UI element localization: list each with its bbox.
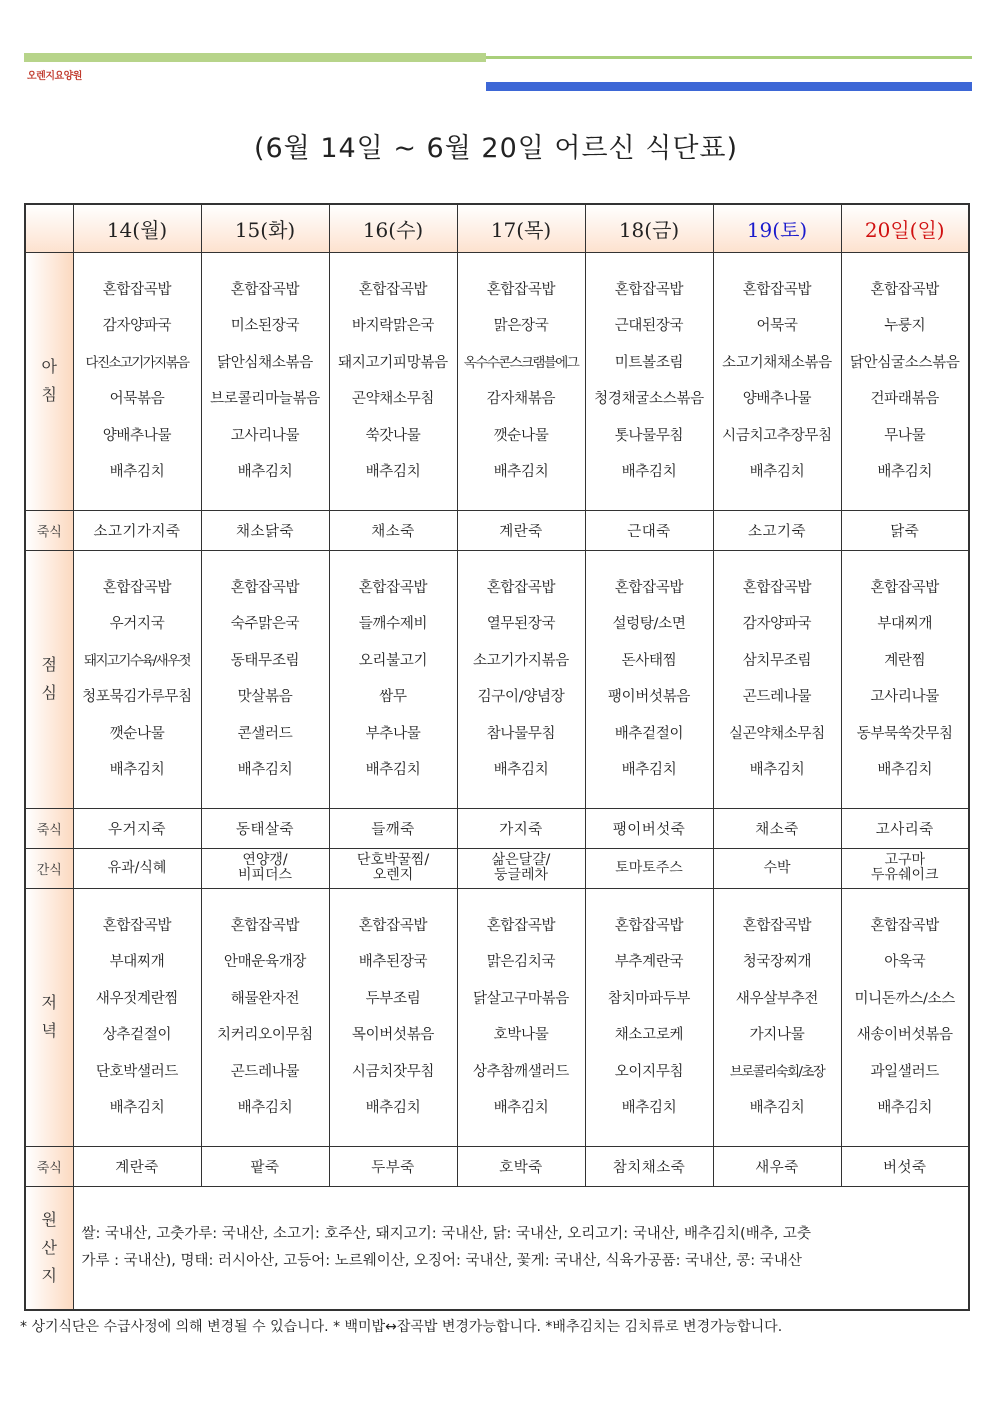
dish-item: 시금치고추장무침 <box>722 427 832 444</box>
porridge-cell: 소고기가지죽 <box>73 510 201 550</box>
snack-cell <box>457 848 585 888</box>
dish-item: 호박나물 <box>493 1027 549 1043</box>
dish-item: 참치마파두부 <box>607 990 691 1007</box>
porridge-cell: 소고기죽 <box>713 510 841 550</box>
porridge-cell: 들깨죽 <box>329 808 457 848</box>
dish-item: 감자양파국 <box>102 318 172 334</box>
porridge-cell: 고사리죽 <box>841 808 969 848</box>
day-header-row <box>25 204 969 252</box>
dish-item: 계란찜 <box>884 652 926 669</box>
dish-item: 청국장찌개 <box>742 954 812 970</box>
dish-item: 청포묵김가루무침 <box>82 689 192 705</box>
dish-item: 배추김치 <box>877 464 933 480</box>
dish-item: 깻순나물 <box>493 427 549 444</box>
dish-item: 안매운육개장 <box>223 954 307 970</box>
breakfast-cell <box>585 252 713 510</box>
dish-item: 부추계란국 <box>614 954 684 970</box>
dish-item: 배추김치 <box>749 762 805 778</box>
dish-item: 해물완자전 <box>230 990 300 1007</box>
meal-label-char: 원 <box>41 1209 57 1229</box>
dish-item: 부대찌개 <box>109 954 165 970</box>
dish-item: 브로콜리마늘볶음 <box>210 391 320 407</box>
origin-line: 쌀: 국내산, 고춧가루: 국내산, 소고기: 호주산, 돼지고기: 국내산, 닭: 국내산, 오리고기: 국내산, 배추김치(배추, 고춧 <box>81 1225 811 1242</box>
day-header: 15(화) <box>201 204 329 252</box>
breakfast-porridge-row <box>25 510 969 550</box>
dish-item: 배추김치 <box>621 762 677 778</box>
snack-cell <box>841 848 969 888</box>
dish-item: 숙주맑은국 <box>230 616 300 632</box>
dish-item: 배추김치 <box>877 762 933 778</box>
dish-item: 바지락맑은국 <box>351 318 435 334</box>
breakfast-label <box>25 252 73 510</box>
dish-item: 곤드레나물 <box>742 689 812 705</box>
dish-item: 닭안심채소볶음 <box>217 354 313 371</box>
day-header: 19(토) <box>713 204 841 252</box>
breakfast-cell <box>201 252 329 510</box>
snack-line: 토마토주스 <box>615 859 683 876</box>
dish-item: 부추나물 <box>365 725 421 742</box>
dish-item: 건파래볶음 <box>870 391 940 407</box>
dish-item: 배추김치 <box>493 1100 549 1116</box>
dish-item: 새송이버섯볶음 <box>856 1027 953 1043</box>
dish-item: 혼합잡곡밥 <box>102 917 172 934</box>
dish-item: 고사리나물 <box>870 689 940 705</box>
dish-item: 상추참깨샐러드 <box>473 1063 569 1080</box>
dish-item: 소고기가지볶음 <box>473 652 569 669</box>
meal-label-char: 녁 <box>41 1021 57 1040</box>
porridge-label: 죽식 <box>25 510 73 550</box>
header-green-line <box>486 56 972 59</box>
day-header: 16(수) <box>329 204 457 252</box>
snack-line: 둥글레차 <box>493 867 549 883</box>
meal-label-char: 아 <box>41 357 57 376</box>
dish-item: 배추김치 <box>365 1100 421 1116</box>
dish-item: 팽이버섯볶음 <box>607 689 691 705</box>
dish-item: 혼합잡곡밥 <box>614 579 684 596</box>
dish-item: 오이지무침 <box>614 1063 684 1080</box>
dish-item: 배추겉절이 <box>614 725 684 742</box>
porridge-cell: 계란죽 <box>73 1146 201 1186</box>
dish-item: 혼합잡곡밥 <box>358 917 428 934</box>
lunch-cell <box>585 550 713 808</box>
lunch-row <box>25 550 969 808</box>
breakfast-cell <box>713 252 841 510</box>
dish-item: 혼합잡곡밥 <box>230 917 300 934</box>
dish-item: 참나물무침 <box>486 725 556 742</box>
dish-item: 감자채볶음 <box>486 391 556 407</box>
snack-line: 비피더스 <box>237 867 293 883</box>
snack-cell <box>329 848 457 888</box>
snack-line: 유과/식혜 <box>107 859 167 876</box>
dish-item: 곤약채소무침 <box>351 391 435 407</box>
dish-item: 목이버섯볶음 <box>351 1027 435 1043</box>
dish-item: 배추김치 <box>109 464 165 480</box>
dish-item: 혼합잡곡밥 <box>870 281 940 298</box>
dinner-cell <box>713 888 841 1146</box>
lunch-label <box>25 550 73 808</box>
dish-item: 부대찌개 <box>877 616 933 632</box>
snack-line: 연양갱/ <box>242 852 288 868</box>
dish-item: 혼합잡곡밥 <box>870 579 940 596</box>
dish-item: 상추겉절이 <box>102 1027 172 1043</box>
lunch-cell <box>841 550 969 808</box>
header-green-bar <box>24 53 486 62</box>
dish-item: 배추김치 <box>749 1100 805 1116</box>
snack-cell <box>713 848 841 888</box>
porridge-cell: 동태살죽 <box>201 808 329 848</box>
dish-item: 닭안심굴소스볶음 <box>849 354 960 371</box>
origin-label <box>25 1186 73 1310</box>
dish-item: 시금치잣무침 <box>351 1063 435 1080</box>
dish-item: 양배추나물 <box>742 391 812 407</box>
meal-label-char: 심 <box>41 683 57 702</box>
dinner-cell <box>73 888 201 1146</box>
lunch-cell <box>73 550 201 808</box>
breakfast-row <box>25 252 969 510</box>
dinner-cell <box>329 888 457 1146</box>
dish-item: 치커리오이무침 <box>217 1027 313 1043</box>
porridge-label: 죽식 <box>25 1146 73 1186</box>
dish-item: 혼합잡곡밥 <box>742 917 812 934</box>
dish-item: 맛살볶음 <box>237 689 293 705</box>
breakfast-cell <box>457 252 585 510</box>
snack-cell <box>585 848 713 888</box>
dinner-cell <box>201 888 329 1146</box>
day-header: 20일(일) <box>841 204 969 252</box>
dish-item: 혼합잡곡밥 <box>486 579 556 596</box>
porridge-cell: 우거지죽 <box>73 808 201 848</box>
dish-item: 열무된장국 <box>486 616 556 632</box>
header-blue-bar <box>486 82 972 91</box>
dish-item: 두부조림 <box>365 990 421 1007</box>
dish-item: 콘샐러드 <box>237 725 293 742</box>
dish-item: 어묵볶음 <box>109 391 165 407</box>
dish-item: 배추된장국 <box>358 954 428 970</box>
dish-item: 혼합잡곡밥 <box>230 281 300 298</box>
dish-item: 배추김치 <box>365 762 421 778</box>
dish-item: 깻순나물 <box>109 725 165 742</box>
dish-item: 혼합잡곡밥 <box>102 281 172 298</box>
porridge-cell: 닭죽 <box>841 510 969 550</box>
dish-item: 배추김치 <box>237 762 293 778</box>
dish-item: 혼합잡곡밥 <box>614 917 684 934</box>
dish-item: 옥수수콘스크램블에그 <box>463 354 579 371</box>
dish-item: 배추김치 <box>621 1100 677 1116</box>
dish-item: 브로콜리숙회/초장 <box>729 1063 825 1080</box>
dish-item: 아욱국 <box>884 954 926 970</box>
dish-item: 김구이/양념장 <box>477 689 565 705</box>
dish-item: 쑥갓나물 <box>365 427 421 444</box>
dish-item: 근대된장국 <box>614 318 684 334</box>
dish-item: 오리불고기 <box>358 652 428 669</box>
dish-item: 동태무조림 <box>230 652 300 669</box>
dish-item: 삼치무조림 <box>742 652 812 669</box>
snack-row <box>25 848 969 888</box>
footnote: * 상기식단은 수급사정에 의해 변경될 수 있습니다. * 백미밥↔잡곡밥 변경가능합니다. *배추김치는 김치류로 변경가능합니다. <box>20 1319 783 1335</box>
lunch-cell <box>713 550 841 808</box>
dish-item: 맑은김치국 <box>486 954 556 970</box>
dish-item: 곤드레나물 <box>230 1063 300 1080</box>
dish-item: 혼합잡곡밥 <box>486 917 556 934</box>
dish-item: 배추김치 <box>109 762 165 778</box>
breakfast-cell <box>329 252 457 510</box>
dinner-row <box>25 888 969 1146</box>
dish-item: 동부묵쑥갓무침 <box>856 725 953 742</box>
dish-item: 배추김치 <box>749 464 805 480</box>
dish-item: 혼합잡곡밥 <box>486 281 556 298</box>
meal-label-char: 산 <box>41 1237 57 1257</box>
origin-line: 가루 : 국내산), 명태: 러시아산, 고등어: 노르웨이산, 오징어: 국내산, 꽃게: 국내산, 식육가공품: 국내산, 콩: 국내산 <box>81 1252 802 1269</box>
dish-item: 실곤약채소무침 <box>729 725 825 742</box>
dinner-cell <box>585 888 713 1146</box>
porridge-cell: 팽이버섯죽 <box>585 808 713 848</box>
day-header: 17(목) <box>457 204 585 252</box>
lunch-cell <box>457 550 585 808</box>
porridge-cell: 팥죽 <box>201 1146 329 1186</box>
dish-item: 혼합잡곡밥 <box>742 579 812 596</box>
dish-item: 과일샐러드 <box>870 1063 940 1080</box>
dish-item: 톳나물무침 <box>614 427 684 444</box>
porridge-cell: 새우죽 <box>713 1146 841 1186</box>
porridge-cell: 버섯죽 <box>841 1146 969 1186</box>
breakfast-cell <box>841 252 969 510</box>
dish-item: 맑은장국 <box>493 318 549 334</box>
dish-item: 배추김치 <box>109 1100 165 1116</box>
dish-item: 배추김치 <box>621 464 677 480</box>
dish-item: 돼지고기피망볶음 <box>338 354 448 371</box>
porridge-cell: 호박죽 <box>457 1146 585 1186</box>
snack-line: 수박 <box>763 859 791 876</box>
dinner-cell <box>841 888 969 1146</box>
dish-item: 미니돈까스/소스 <box>854 990 956 1007</box>
dish-item: 무나물 <box>884 427 926 444</box>
dish-item: 배추김치 <box>493 762 549 778</box>
porridge-cell: 참치채소죽 <box>585 1146 713 1186</box>
snack-cell <box>73 848 201 888</box>
porridge-cell: 채소닭죽 <box>201 510 329 550</box>
snack-line: 두유쉐이크 <box>870 867 939 883</box>
dish-item: 소고기채채소볶음 <box>722 354 832 371</box>
dinner-porridge-row <box>25 1146 969 1186</box>
dish-item: 배추김치 <box>237 1100 293 1116</box>
dish-item: 설렁탕/소면 <box>612 616 686 632</box>
corner-cell <box>25 204 73 252</box>
dish-item: 채소고로케 <box>614 1027 684 1043</box>
dish-item: 새우젓계란찜 <box>95 990 179 1007</box>
dish-item: 어묵국 <box>756 318 798 334</box>
origin-row <box>25 1186 969 1310</box>
dish-item: 배추김치 <box>877 1100 933 1116</box>
dish-item: 혼합잡곡밥 <box>358 579 428 596</box>
dish-item: 미트볼조림 <box>614 354 684 371</box>
dish-item: 가지나물 <box>749 1027 805 1043</box>
dish-item: 누룽지 <box>884 318 926 334</box>
dish-item: 들깨수제비 <box>358 616 428 632</box>
dish-item: 우거지국 <box>109 616 165 632</box>
logo-text: 오렌지요양원 <box>27 71 82 82</box>
dish-item: 혼합잡곡밥 <box>870 917 940 934</box>
meal-label-char: 지 <box>41 1265 57 1285</box>
dish-item: 혼합잡곡밥 <box>102 579 172 596</box>
page-header <box>24 50 972 94</box>
dish-item: 배추김치 <box>493 464 549 480</box>
dish-item: 배추김치 <box>365 464 421 480</box>
dish-item: 고사리나물 <box>230 427 300 444</box>
snack-line: 고구마 <box>884 852 926 868</box>
dish-item: 쌈무 <box>379 689 407 705</box>
dish-item: 감자양파국 <box>742 616 812 632</box>
origin-text <box>73 1186 969 1310</box>
dish-item: 청경채굴소스볶음 <box>594 391 704 407</box>
dish-item: 혼합잡곡밥 <box>358 281 428 298</box>
snack-label: 간식 <box>25 848 73 888</box>
dish-item: 배추김치 <box>237 464 293 480</box>
snack-cell <box>201 848 329 888</box>
porridge-cell: 채소죽 <box>713 808 841 848</box>
snack-line: 단호박꿀찜/ <box>356 852 430 868</box>
dish-item: 닭살고구마볶음 <box>473 990 569 1007</box>
dish-item: 단호박샐러드 <box>95 1063 179 1080</box>
porridge-cell: 가지죽 <box>457 808 585 848</box>
porridge-cell: 계란죽 <box>457 510 585 550</box>
porridge-label: 죽식 <box>25 808 73 848</box>
porridge-cell: 두부죽 <box>329 1146 457 1186</box>
dish-item: 혼합잡곡밥 <box>230 579 300 596</box>
dinner-label <box>25 888 73 1146</box>
page-title: (6월 14일 ~ 6월 20일 어르신 식단표) <box>253 133 739 164</box>
meal-label-char: 점 <box>41 655 57 674</box>
snack-line: 오렌지 <box>372 867 414 883</box>
lunch-cell <box>329 550 457 808</box>
dish-item: 새우살부추전 <box>735 990 819 1007</box>
dish-item: 돈사태찜 <box>621 652 677 669</box>
meal-label-char: 저 <box>41 993 57 1012</box>
porridge-cell: 채소죽 <box>329 510 457 550</box>
lunch-porridge-row <box>25 808 969 848</box>
snack-line: 삶은달걀/ <box>491 852 551 868</box>
dish-item: 돼지고기수육/새우젓 <box>84 652 190 669</box>
dinner-cell <box>457 888 585 1146</box>
dish-item: 다진소고기가지볶음 <box>85 354 189 371</box>
day-header: 14(월) <box>73 204 201 252</box>
lunch-cell <box>201 550 329 808</box>
dish-item: 혼합잡곡밥 <box>614 281 684 298</box>
meal-plan-table <box>24 203 970 1311</box>
dish-item: 미소된장국 <box>230 318 300 334</box>
day-header: 18(금) <box>585 204 713 252</box>
breakfast-cell <box>73 252 201 510</box>
meal-label-char: 침 <box>41 385 57 404</box>
dish-item: 혼합잡곡밥 <box>742 281 812 298</box>
dish-item: 양배추나물 <box>102 427 172 444</box>
porridge-cell: 근대죽 <box>585 510 713 550</box>
